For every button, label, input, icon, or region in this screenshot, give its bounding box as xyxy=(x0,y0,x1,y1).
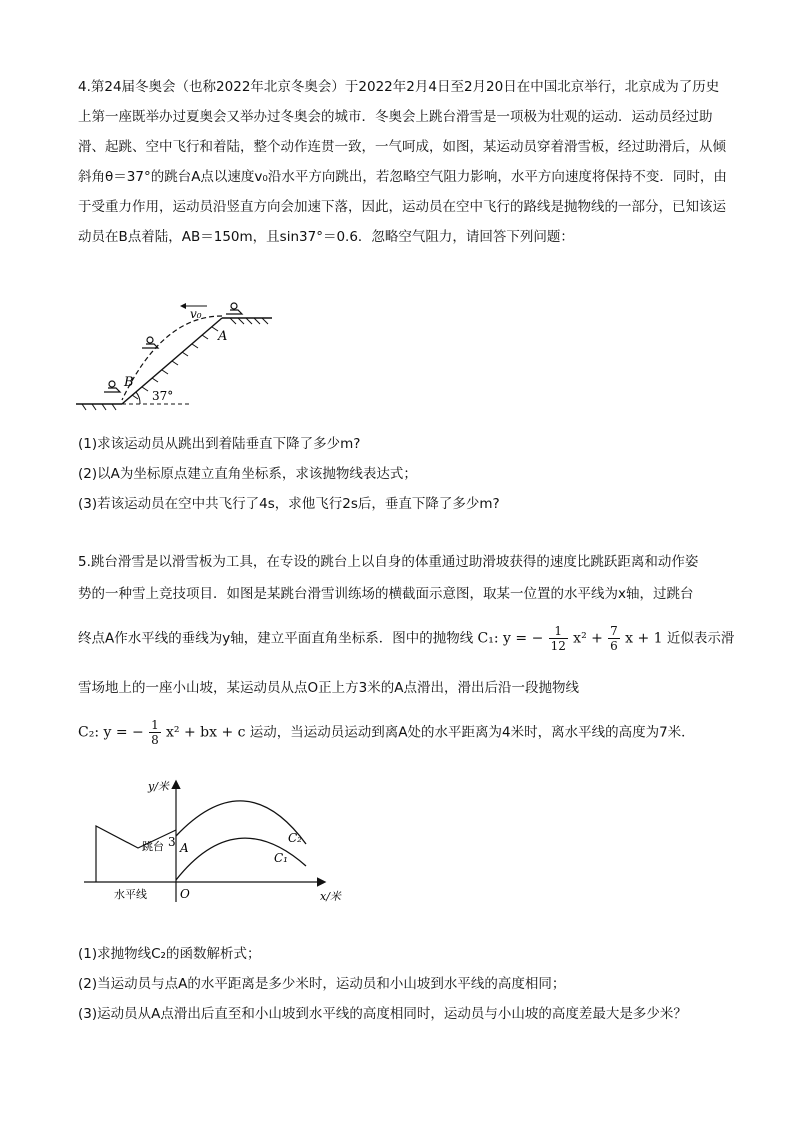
line3-post: 近似表示滑 xyxy=(666,630,735,647)
problem5-line-4: 雪场地上的一座小山坡，某运动员从点O正上方3米的A点滑出，滑出后沿一段抛物线 xyxy=(78,680,579,696)
problem5-line-3 xyxy=(78,624,734,653)
platform-label: 跳台 xyxy=(142,840,164,853)
skier-icon xyxy=(142,337,158,348)
skier-icon xyxy=(226,303,242,314)
c2-curve-label: C₂ xyxy=(288,831,302,845)
line5-post: 运动，当运动员运动到离A处的水平距离为4米时，离水平线的高度为7米． xyxy=(249,724,695,741)
x-axis-label: x/米 xyxy=(320,890,341,903)
point-a-label: A xyxy=(180,841,189,855)
y-axis-label: y/米 xyxy=(148,780,169,793)
problem5-line-1: 5.跳台滑雪是以滑雪板为工具，在专设的跳台上以自身的体重通过助滑坡获得的速度比跳跃距离和动作姿 xyxy=(78,554,699,570)
problem5-line-5 xyxy=(78,718,695,747)
point-b-label: B xyxy=(124,375,134,390)
horizon-label: 水平线 xyxy=(114,888,147,901)
c1-mid: x² + xyxy=(573,630,603,647)
point-a-label: A xyxy=(218,329,228,344)
c2-fraction: $\frac{1}{8}$ xyxy=(151,718,159,747)
problem5-question-2: (2)当运动员与点A的水平距离是多少米时，运动员和小山坡到水平线的高度相同； xyxy=(78,976,566,992)
ski-jump-figure xyxy=(72,296,282,414)
c1-fraction-2: $\frac{7}{6}$ xyxy=(610,624,618,653)
problem5-question-3: (3)运动员从A点滑出后直至和小山坡到水平线的高度相同时，运动员与小山坡的高度差最大是多少米？ xyxy=(78,1006,687,1022)
problem5-line-2: 势的一种雪上竞技项目．如图是某跳台滑雪训练场的横截面示意图，取某一位置的水平线为x轴，过跳台 xyxy=(78,586,694,602)
c1-curve-label: C₁ xyxy=(274,851,288,865)
c1-label: C₁: y = − xyxy=(477,630,544,647)
problem4-statement: 4.第24届冬奥会（也称2022年北京冬奥会）于2022年2月4日至2月20日在中国北京举行，北京成为了历史上第一座既举办过夏奥会又举办过冬奥会的城市．冬奥会上跳台滑雪是一项极为壮观的运动．运动员经过助滑、起跳、空中飞行和着陆，整个动作连贯一致，一气呵成，如图，某运动员穿着滑雪板，经过助滑后，从倾斜角θ＝37°的跳台A点以速度v₀沿水平方向跳出，若忽略空气阻力影响，水平方向速度将保持不变．同时，由于受重力作用，运动员沿竖直方向会加速下落，因此，运动员在空中飞行的路线是抛物线的一部分，已知该运动员在B点着陆，AB＝150m，且sin37°＝0.6．忽略空气阻力，请回答下列问题： xyxy=(78,79,727,245)
origin-label: O xyxy=(180,887,190,901)
c2-end: x² + bx + c xyxy=(166,724,246,741)
angle-label: 37° xyxy=(152,389,174,403)
velocity-label: v₀ xyxy=(190,307,202,321)
skier-icon xyxy=(104,381,120,392)
problem4-question-2: (2)以A为坐标原点建立直角坐标系，求该抛物线表达式； xyxy=(78,466,417,482)
c1-fraction-1: $\frac{1}{12}$ xyxy=(550,624,566,653)
height-3-label: 3 xyxy=(168,835,176,849)
problem4-question-3: (3)若该运动员在空中共飞行了4s，求他飞行2s后，垂直下降了多少m? xyxy=(78,496,500,512)
c1-end: x + 1 xyxy=(625,630,663,647)
line3-pre: 终点A作水平线的垂线为y轴，建立平面直角坐标系．图中的抛物线 xyxy=(78,630,474,647)
problem5-question-1: (1)求抛物线C₂的函数解析式； xyxy=(78,946,261,962)
slope-parabola-figure xyxy=(84,776,354,906)
c2-label: C₂: y = − xyxy=(78,724,144,741)
problem4-question-1: (1)求该运动员从跳出到着陆垂直下降了多少m? xyxy=(78,436,361,452)
